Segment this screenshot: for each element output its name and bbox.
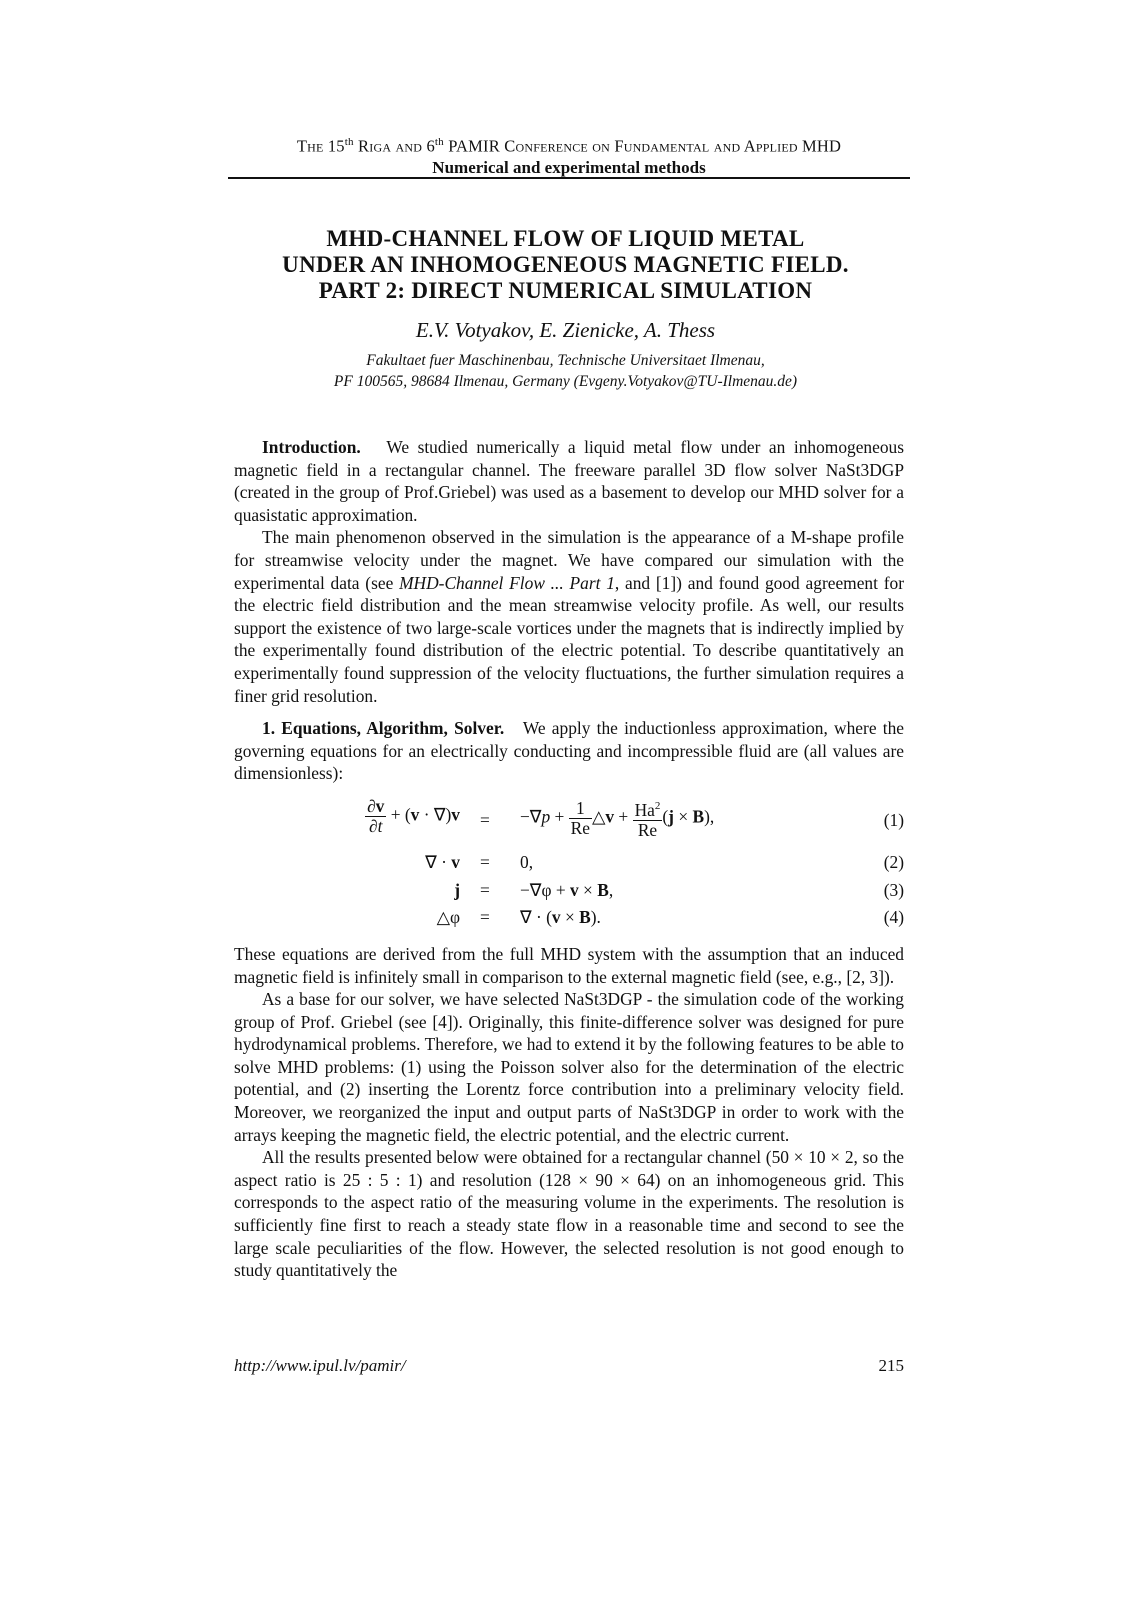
equation-1: $\frac{\partial v}{\partial t}$ + (v · ∇)v = −∇p + $\frac{1}{Re}$ △v + $\frac{Ha^2}{Re}$ (j × B), (1) bbox=[367, 795, 904, 840]
title-line-2: UNDER AN INHOMOGENEOUS MAGNETIC FIELD. bbox=[282, 252, 849, 277]
footer-url: http://www.ipul.lv/pamir/ bbox=[234, 1356, 406, 1375]
equation-4: △φ = ∇ · (v × B). (4) bbox=[436, 906, 904, 927]
equation-2-number: (2) bbox=[883, 851, 904, 872]
page-number: 215 bbox=[878, 1356, 904, 1375]
section1-paragraph-1: 1. Equations, Algorithm, Solver. We apply the inductionless approximation, where the governing equations for an electrically conducting and incompressible fluid are (all values are dimensionless): bbox=[234, 718, 904, 784]
affiliation bbox=[200, 350, 931, 392]
equation-block bbox=[234, 795, 904, 931]
equation-3-number: (3) bbox=[883, 879, 904, 900]
running-head bbox=[228, 136, 910, 178]
session-name: Numerical and experimental methods bbox=[432, 157, 706, 177]
intro-heading: Introduction. bbox=[262, 437, 361, 457]
intro-paragraph-2: The main phenomenon observed in the simulation is the appearance of a M-shape profile for streamwise velocity under the magnet. We have compared our simulation with the experimental data (see MHD-Channel Flow ... Part 1, and [1]) and found good agreement for the electric field distribution and the mean streamwise velocity profile. As well, our results support the existence of two large-scale vortices under the magnets that is indirectly implied by the experimentally found distribution of the electric potential. To describe quantitatively an experimentally found suppression of the velocity fluctuations, the further simulation requires a finer grid resolution. bbox=[234, 527, 904, 706]
affiliation-line-1: Fakultaet fuer Maschinenbau, Technische Universitaet Ilmenau, bbox=[366, 352, 765, 369]
equation-1-lhs: $\frac{\partial v}{\partial t}$ + (v · ∇)v bbox=[367, 795, 460, 836]
header-rule bbox=[228, 177, 910, 179]
part1-reference: MHD-Channel Flow ... Part 1 bbox=[399, 572, 615, 593]
page-footer bbox=[234, 1356, 904, 1376]
equation-1-number: (1) bbox=[883, 809, 904, 830]
equation-2: ∇ · v = 0, (2) bbox=[425, 851, 904, 872]
paper-body bbox=[234, 436, 904, 1282]
conference-name: The 15th Riga and 6th PAMIR Conference on Fundamental and Applied MHD bbox=[296, 136, 842, 156]
affiliation-line-2: PF 100565, 98684 Ilmenau, Germany (Evgeny.Votyakov@TU-Ilmenau.de) bbox=[333, 373, 798, 390]
equation-4-number: (4) bbox=[883, 906, 904, 927]
section1-paragraph-4: All the results presented below were obtained for a rectangular channel (50 × 10 × 2, so the aspect ratio is 25 : 5 : 1) and resolution (128 × 90 × 64) on an inhomogeneous grid. This corresponds to the aspect ratio of the measuring volume in the experiments. The resolution is sufficiently fine first to reach a steady state flow in a reasonable time and second to see the large scale peculiarities of the flow. However, the selected resolution is not good enough to study quantitatively the bbox=[234, 1147, 904, 1281]
section1-paragraph-3: As a base for our solver, we have selected NaSt3DGP - the simulation code of the working group of Prof. Griebel (see [4]). Originally, this finite-difference solver was designed for pure hydrodynamical problems. Therefore, we had to extend it by the following features to be able to solve MHD problems: (1) using the Poisson solver also for the determination of the electric potential, and (2) inserting the Lorentz force contribution into a preliminary velocity field. Moreover, we reorganized the input and output parts of NaSt3DGP in order to work with the arrays keeping the magnetic field, the electric potential, and the electric current. bbox=[234, 989, 904, 1145]
title-line-3: PART 2: DIRECT NUMERICAL SIMULATION bbox=[318, 278, 813, 303]
authors: E.V. Votyakov, E. Zienicke, A. Thess bbox=[415, 318, 716, 342]
title-line-1: MHD-CHANNEL FLOW OF LIQUID METAL bbox=[326, 226, 805, 251]
paper-title bbox=[200, 226, 931, 304]
equation-3: j = −∇φ + v × B, (3) bbox=[454, 879, 904, 900]
equation-1-rhs: −∇p + $\frac{1}{Re}$ △v + $\frac{Ha^2}{Re}$ (j × B), bbox=[520, 797, 715, 840]
section1-heading: 1. Equations, Algorithm, Solver. bbox=[262, 718, 505, 739]
section1-paragraph-2: These equations are derived from the full MHD system with the assumption that an induced magnetic field is infinitely small in comparison to the external magnetic field (see, e.g., [2, 3]). bbox=[234, 943, 904, 987]
intro-paragraph-1: Introduction. We studied numerically a liquid metal flow under an inhomogeneous magnetic field in a rectangular channel. The freeware parallel 3D flow solver NaSt3DGP (created in the group of Prof.Griebel) was used as a basement to develop our MHD solver for a quasistatic approximation. bbox=[234, 437, 904, 525]
